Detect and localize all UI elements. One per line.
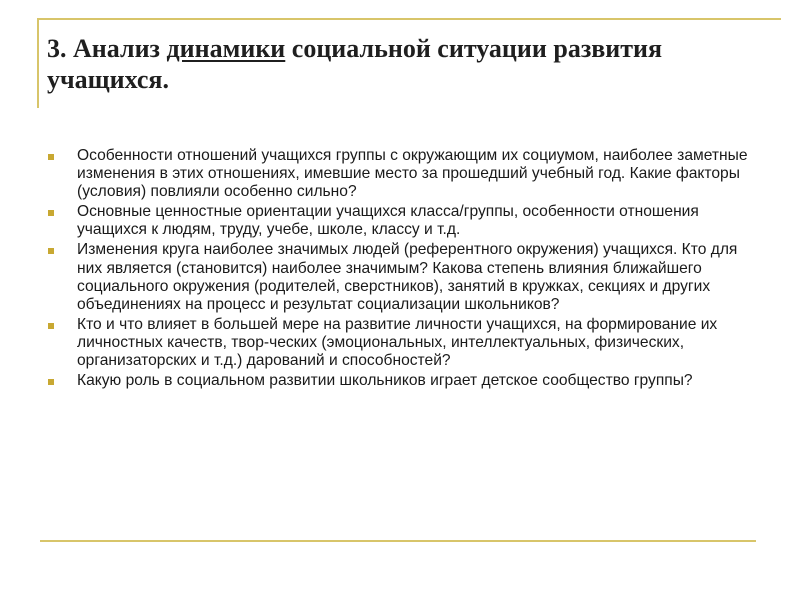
frame-left-line [37, 18, 39, 108]
square-bullet-icon [48, 248, 54, 254]
frame-bottom-line [40, 540, 756, 542]
square-bullet-icon [48, 379, 54, 385]
bullet-text: Какую роль в социальном развитии школьников играет детское сообщество группы? [77, 372, 693, 390]
title-prefix: 3. Анализ [47, 34, 167, 63]
bullet-item [47, 203, 757, 239]
bullet-text: Изменения круга наиболее значимых людей (референтного окружения) учащихся. Кто для них является (становится) наиболее значимым? Какова степень влияния ближайшего социального окружения (родителей, сверстников), занятий в кружках, секциях и других объединениях на процесс и результат социализации школьников? [77, 241, 738, 313]
bullet-item [47, 147, 757, 201]
title-suffix: социальной ситуации развития учащихся. [47, 34, 663, 94]
slide-title [47, 33, 767, 95]
bullet-text: Основные ценностные ориентации учащихся класса/группы, особенности отношения учащихся к людям, труду, учебе, школе, классу и т.д. [77, 203, 699, 239]
square-bullet-icon [48, 210, 54, 216]
bullet-item [47, 316, 757, 370]
bullet-item [47, 372, 757, 390]
bullet-text: Кто и что влияет в большей мере на развитие личности учащихся, на формирование их личностных качеств, твор-ческих (эмоциональных, интеллектуальных, физических, организаторских и т.д.) дарований и способностей? [77, 315, 718, 370]
bullet-list [47, 147, 757, 392]
title-underlined-word: динамики [166, 34, 286, 63]
square-bullet-icon [48, 323, 54, 329]
bullet-item [47, 241, 757, 313]
square-bullet-icon [48, 154, 54, 160]
bullet-text: Особенности отношений учащихся группы с окружающим их социумом, наиболее заметные изменения в этих отношениях, имевшие место за прошедший учебный год. Какие факторы (условия) повлияли особенно сильно? [77, 147, 748, 201]
frame-top-line [37, 18, 781, 20]
